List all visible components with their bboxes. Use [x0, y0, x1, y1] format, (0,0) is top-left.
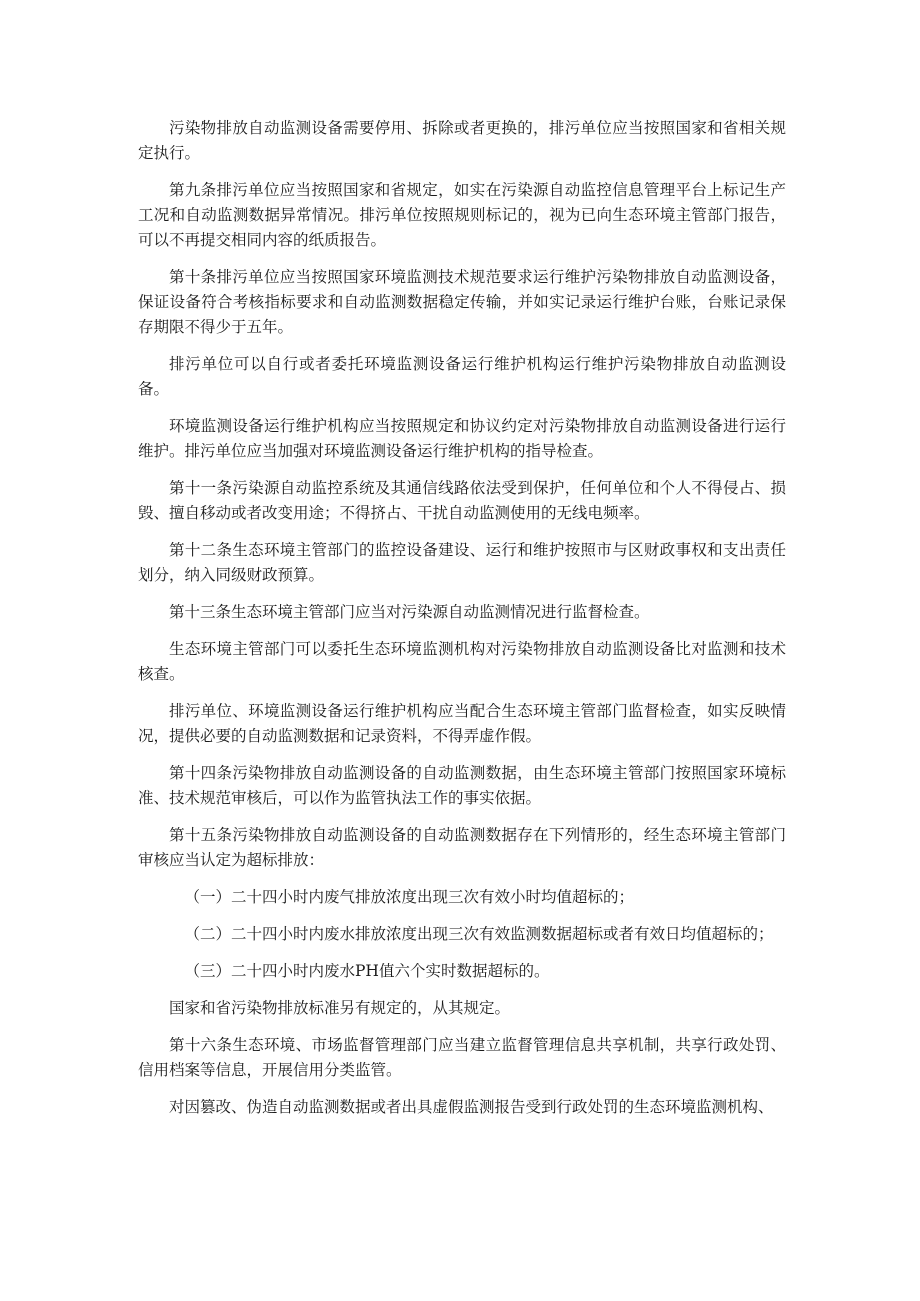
paragraph-article-16: 第十六条生态环境、市场监督管理部门应当建立监督管理信息共享机制，共享行政处罚、信用档案等信息，开展信用分类监管。 [138, 1036, 786, 1079]
paragraph-device-replacement: 污染物排放自动监测设备需要停用、拆除或者更换的，排污单位应当按照国家和省相关规定执行。 [138, 119, 786, 162]
paragraph-article-15: 第十五条污染物排放自动监测设备的自动监测数据存在下列情形的，经生态环境主管部门审核应当认定为超标排放： [138, 826, 786, 869]
paragraph-article-13: 第十三条生态环境主管部门应当对污染源自动监测情况进行监督检查。 [169, 603, 650, 621]
paragraph-falsified-data: 对因篡改、伪造自动监测数据或者出具虚假监测报告受到行政处罚的生态环境监测机构、 [169, 1098, 774, 1116]
paragraph-article-12: 第十二条生态环境主管部门的监控设备建设、运行和维护按照市与区财政事权和支出责任划分，纳入同级财政预算。 [138, 541, 786, 584]
document-body [138, 116, 786, 1132]
paragraph-national-standards: 国家和省污染物排放标准另有规定的，从其规定。 [169, 999, 511, 1017]
list-item-exhaust-gas: （一）二十四小时内废气排放浓度出现三次有效小时均值超标的； [184, 888, 635, 906]
paragraph-maintenance-agency-duty: 环境监测设备运行维护机构应当按照规定和协议约定对污染物排放自动监测设备进行运行维护。排污单位应当加强对环境监测设备运行维护机构的指导检查。 [138, 417, 786, 460]
list-item-wastewater-ph: （三）二十四小时内废水PH值六个实时数据超标的。 [184, 962, 550, 980]
paragraph-article-11: 第十一条污染源自动监控系统及其通信线路依法受到保护，任何单位和个人不得侵占、损毁、擅自移动或者改变用途；不得挤占、干扰自动监测使用的无线电频率。 [138, 479, 786, 522]
paragraph-entrusted-inspection: 生态环境主管部门可以委托生态环境监测机构对污染物排放自动监测设备比对监测和技术核查。 [138, 640, 786, 683]
paragraph-article-14: 第十四条污染物排放自动监测设备的自动监测数据，由生态环境主管部门按照国家环境标准、技术规范审核后，可以作为监管执法工作的事实依据。 [138, 764, 786, 807]
paragraph-cooperate-inspection: 排污单位、环境监测设备运行维护机构应当配合生态环境主管部门监督检查，如实反映情况，提供必要的自动监测数据和记录资料，不得弄虚作假。 [138, 702, 786, 745]
paragraph-self-or-entrusted-maintenance: 排污单位可以自行或者委托环境监测设备运行维护机构运行维护污染物排放自动监测设备。 [138, 355, 786, 398]
list-item-wastewater-concentration: （二）二十四小时内废水排放浓度出现三次有效监测数据超标或者有效日均值超标的； [184, 925, 774, 943]
paragraph-article-10: 第十条排污单位应当按照国家环境监测技术规范要求运行维护污染物排放自动监测设备，保证设备符合考核指标要求和自动监测数据稳定传输，并如实记录运行维护台账，台账记录保存期限不得少于五年。 [138, 268, 786, 336]
paragraph-article-9: 第九条排污单位应当按照国家和省规定，如实在污染源自动监控信息管理平台上标记生产工况和自动监测数据异常情况。排污单位按照规则标记的，视为已向生态环境主管部门报告，可以不再提交相同内容的纸质报告。 [138, 181, 786, 249]
